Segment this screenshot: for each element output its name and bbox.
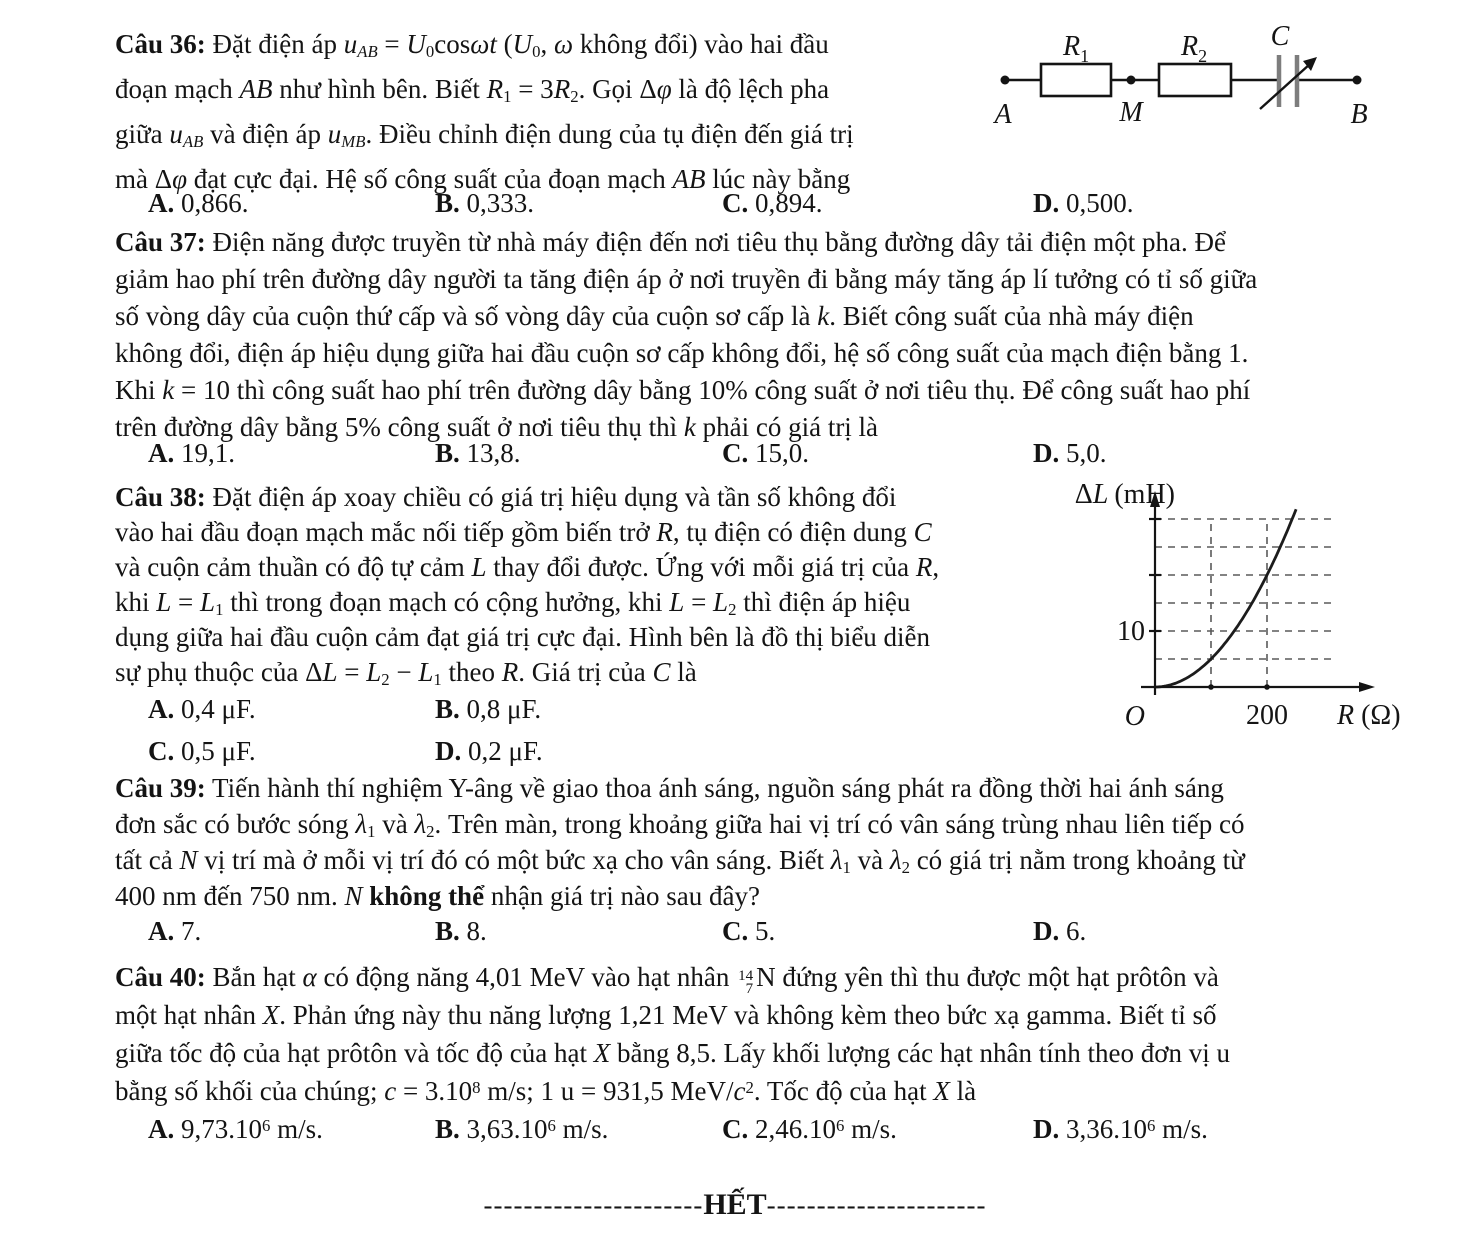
q37-option-c: [722, 438, 809, 469]
option-label: C.: [722, 916, 749, 946]
option-text: 7.: [181, 916, 202, 946]
question-37: [115, 224, 1257, 446]
option-text: 13,8.: [466, 438, 521, 468]
option-label: A.: [148, 188, 175, 218]
label-c: C: [1270, 21, 1290, 52]
q40-option-b: [435, 1114, 608, 1145]
question-36: [115, 22, 854, 202]
label-a: A: [994, 99, 1012, 130]
variable-capacitor-arrow: [1260, 64, 1310, 109]
option-label: C.: [722, 188, 749, 218]
q38-line-4: khi L = L1 thì trong đoạn mạch có cộng hưởng, khi L = L2 thì điện áp hiệu: [115, 587, 911, 620]
q37-line-3: số vòng dây của cuộn thứ cấp và số vòng dây của cuộn sơ cấp là k. Biết công suất của nhà máy điện: [115, 301, 1194, 331]
graph-gridlines: [1155, 519, 1333, 687]
q38-line-1: Câu 38: Đặt điện áp xoay chiều có giá trị hiệu dụng và tần số không đổi: [115, 482, 897, 512]
q39-option-a: [148, 916, 201, 947]
q39-option-c: [722, 916, 775, 947]
option-label: D.: [435, 736, 462, 766]
option-label: D.: [1033, 916, 1060, 946]
q37-option-b: [435, 438, 521, 469]
nuclide-prefix: 14 7: [738, 968, 754, 997]
q36-line-3: giữa uAB và điện áp uMB. Điều chỉnh điện dung của tụ điện đến giá trị: [115, 119, 854, 152]
label-r1: $R_1$: [1063, 31, 1090, 66]
q40-line-1: Câu 40: Bắn hạt α có động năng 4,01 MeV vào hạt nhân 14 7 N đứng yên thì thu được một hạt prôtôn và: [115, 962, 1219, 997]
figure-circuit-r1-r2-c: [983, 15, 1403, 140]
option-text: 0,4 μF.: [181, 694, 256, 724]
option-label: A.: [148, 916, 175, 946]
q37-line-6: trên đường dây bằng 5% công suất ở nơi tiêu thụ thì k phải có giá trị là: [115, 412, 879, 442]
q40-option-a: [148, 1114, 323, 1145]
x-tick-label-200: 200: [1246, 700, 1288, 731]
option-text: 19,1.: [181, 438, 235, 468]
q36-option-a: [148, 188, 249, 219]
end-dashes: ----------------------: [483, 1190, 704, 1220]
option-label: D.: [1033, 1114, 1060, 1144]
q36-line-4: mà Δφ đạt cực đại. Hệ số công suất của đoạn mạch AB lúc này bằng: [115, 164, 851, 194]
q37-option-a: [148, 438, 235, 469]
q38-line-2: vào hai đầu đoạn mạch mắc nối tiếp gồm biến trở R, tụ điện có điện dung C: [115, 517, 932, 547]
q40-option-c: [722, 1114, 897, 1145]
end-dashes: ----------------------: [766, 1190, 987, 1220]
q38-option-a: [148, 694, 256, 725]
q40-option-d: [1033, 1114, 1208, 1145]
x-axis-label: R (Ω): [1337, 700, 1401, 731]
q38-line-6: sự phụ thuộc của ΔL = L2 − L1 theo R. Giá trị của C là: [115, 657, 697, 690]
option-label: A.: [148, 1114, 175, 1144]
y-tick-label-10: 10: [1117, 616, 1145, 647]
option-text: 0,333.: [466, 188, 535, 218]
option-text: 0,2 μF.: [468, 736, 543, 766]
q39-line-3: tất cả N vị trí mà ở mỗi vị trí đó có một bức xạ cho vân sáng. Biết λ1 và λ2 có giá trị nằm trong khoảng từ: [115, 845, 1245, 878]
option-text: 0,500.: [1066, 188, 1134, 218]
option-label: B.: [435, 438, 460, 468]
resistor-r2-box: [1159, 64, 1231, 96]
q39-option-d: [1033, 916, 1086, 947]
q37-option-d: [1033, 438, 1107, 469]
figure-graph-delta-l-vs-r: [1037, 477, 1432, 749]
q39-option-b: [435, 916, 487, 947]
q36-line-2: đoạn mạch AB như hình bên. Biết R1 = 3R2. Gọi Δφ là độ lệch pha: [115, 74, 830, 107]
q40-options-row-1: [0, 1114, 1470, 1156]
option-text: 15,0.: [755, 438, 809, 468]
q37-line-2: giảm hao phí trên đường dây người ta tăng điện áp ở nơi truyền đi bằng máy tăng áp lí tưởng có tỉ số giữa: [115, 264, 1258, 294]
node-m-dot: [1127, 76, 1136, 85]
option-label: B.: [435, 188, 460, 218]
q39-line-4: 400 nm đến 750 nm. N không thể nhận giá trị nào sau đây?: [115, 881, 760, 911]
label-b: B: [1350, 99, 1368, 130]
q39-options-row-1: [0, 916, 1470, 958]
x-axis-arrow: [1359, 682, 1375, 692]
question-38: [115, 480, 939, 690]
q38-option-b: [435, 694, 541, 725]
q38-line-3: và cuộn cảm thuần có độ tự cảm L thay đổi được. Ứng với mỗi giá trị của R,: [115, 552, 940, 582]
q37-line-4: không đổi, điện áp hiệu dụng giữa hai đầu cuộn sơ cấp không đổi, hệ số công suất của mạch điện bằng 1.: [115, 338, 1249, 368]
option-label: C.: [722, 438, 749, 468]
q36-option-c: [722, 188, 823, 219]
q40-line-4: bằng số khối của chúng; $c = 3.10^8$ m/s; 1 u = 931,5 MeV/$c^2$. Tốc độ của hạt X là: [115, 1076, 977, 1106]
q40-line-2: một hạt nhân X. Phản ứng này thu năng lượng 1,21 MeV và không kèm theo bức xạ gamma. Biết tỉ số: [115, 1000, 1217, 1030]
q37-options-row-1: [0, 438, 1470, 480]
option-label: A.: [148, 694, 175, 724]
option-text: 6.: [1066, 916, 1087, 946]
question-39: [115, 770, 1245, 914]
option-label: D.: [1033, 188, 1060, 218]
end-marker: [0, 1188, 1470, 1222]
resistor-r1-box: [1041, 64, 1111, 96]
q36-option-b: [435, 188, 534, 219]
option-text: 0,8 μF.: [466, 694, 542, 724]
origin-label: O: [1124, 701, 1145, 732]
option-text: 5,0.: [1066, 438, 1107, 468]
q38-option-d: [435, 736, 543, 767]
option-text: 8.: [466, 916, 487, 946]
label-m: M: [1119, 97, 1143, 128]
node-a-dot: [1001, 76, 1010, 85]
q36-option-d: [1033, 188, 1134, 219]
option-label: D.: [1033, 438, 1060, 468]
option-label: A.: [148, 438, 175, 468]
q36-line-1: Câu 36: Đặt điện áp uAB = U0cosωt (U0, ω không đổi) vào hai đầu: [115, 29, 829, 62]
option-text: 2,46.10$^6$ m/s.: [755, 1114, 897, 1144]
option-text: 0,866.: [181, 188, 249, 218]
q39-line-1: Câu 39: Tiến hành thí nghiệm Y-âng về giao thoa ánh sáng, nguồn sáng phát ra đồng thời hai ánh sáng: [115, 773, 1224, 803]
option-label: B.: [435, 1114, 460, 1144]
q39-line-2: đơn sắc có bước sóng λ1 và λ2. Trên màn, trong khoảng giữa hai vị trí có vân sáng trùng nhau liên tiếp có: [115, 809, 1245, 842]
label-r2: $R_2$: [1181, 31, 1208, 66]
option-text: 3,63.10$^6$ m/s.: [466, 1114, 609, 1144]
q37-line-5: Khi k = 10 thì công suất hao phí trên đường dây bằng 10% công suất ở nơi tiêu thụ. Để công suất hao phí: [115, 375, 1251, 405]
q40-line-3: giữa tốc độ của hạt prôtôn và tốc độ của hạt X bằng 8,5. Lấy khối lượng các hạt nhân tính theo đơn vị u: [115, 1038, 1231, 1068]
option-text: 9,73.10$^6$ m/s.: [181, 1114, 323, 1144]
q37-line-1: Câu 37: Điện năng được truyền từ nhà máy điện đến nơi tiêu thụ bằng đường dây tải điện một pha. Để: [115, 227, 1227, 257]
option-label: B.: [435, 694, 460, 724]
option-text: 3,36.10$^6$ m/s.: [1066, 1114, 1208, 1144]
end-label: HẾT: [703, 1188, 767, 1221]
option-text: 5.: [755, 916, 776, 946]
q38-line-5: dụng giữa hai đầu cuộn cảm đạt giá trị cực đại. Hình bên là đồ thị biểu diễn: [115, 622, 931, 652]
graph-curve: [1155, 509, 1296, 687]
q38-option-c: [148, 736, 256, 767]
question-40: [115, 958, 1230, 1110]
option-text: 0,5 μF.: [181, 736, 256, 766]
option-label: B.: [435, 916, 460, 946]
option-label: C.: [148, 736, 175, 766]
node-b-dot: [1353, 76, 1362, 85]
option-text: 0,894.: [755, 188, 823, 218]
option-label: C.: [722, 1114, 749, 1144]
y-axis-label: ΔL (mH): [1074, 479, 1175, 510]
